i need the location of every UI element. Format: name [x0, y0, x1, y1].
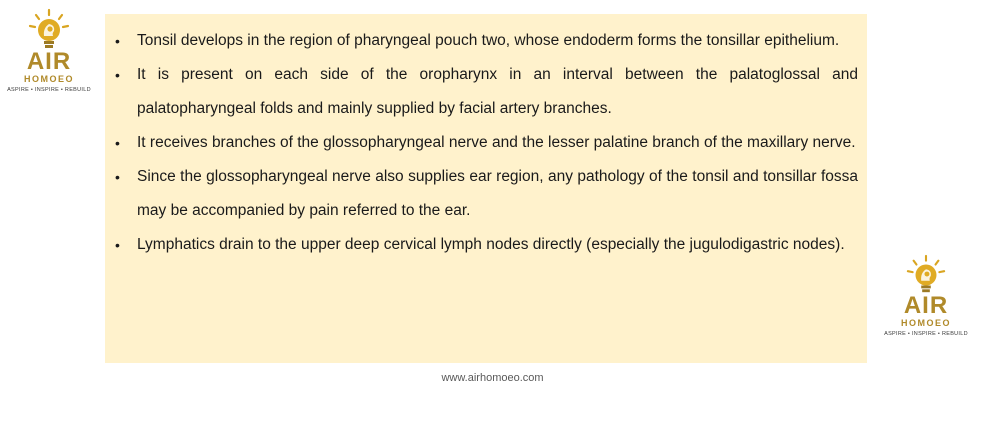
logo-word: AIR — [26, 48, 72, 75]
bullet-marker: • — [115, 67, 120, 83]
list-item — [115, 58, 858, 126]
logo-bottom-right — [886, 254, 966, 337]
list-item — [115, 228, 858, 262]
logo-tagline: ASPIRE • INSPIRE • REBUILD — [7, 87, 91, 93]
logo-tagline: ASPIRE • INSPIRE • REBUILD — [884, 331, 968, 337]
lightbulb-head-icon — [27, 8, 71, 52]
list-item — [115, 126, 858, 160]
logo-word: AIR — [903, 292, 949, 319]
bullet-marker: • — [115, 169, 120, 185]
bullet-marker: • — [115, 237, 120, 253]
footer-url: www.airhomoeo.com — [441, 372, 544, 384]
bullet-marker: • — [115, 135, 120, 151]
logo-subtitle: HOMOEO — [23, 74, 74, 84]
list-item — [115, 24, 858, 58]
bullet-text: It receives branches of the glossopharyngeal nerve and the lesser palatine branch of the maxillary nerve. — [137, 134, 856, 151]
content-box — [105, 14, 867, 363]
bullet-text: Tonsil develops in the region of pharyngeal pouch two, whose endoderm forms the tonsillar epithelium. — [137, 32, 840, 49]
list-item — [115, 160, 858, 228]
logo-subtitle: HOMOEO — [900, 318, 951, 328]
bullet-list — [115, 24, 858, 262]
bullet-text: Since the glossopharyngeal nerve also supplies ear region, any pathology of the tonsil and tonsillar fossa may be accompanied by pain referred to the ear. — [137, 168, 858, 219]
bullet-text: It is present on each side of the oropharynx in an interval between the palatoglossal and palatopharyngeal folds and mainly supplied by facial artery branches. — [137, 66, 858, 117]
logo-top-left — [6, 8, 92, 93]
bullet-marker: • — [115, 33, 120, 49]
bullet-text: Lymphatics drain to the upper deep cervical lymph nodes directly (especially the jugulodigastric nodes). — [137, 236, 845, 253]
lightbulb-head-icon — [905, 254, 947, 296]
